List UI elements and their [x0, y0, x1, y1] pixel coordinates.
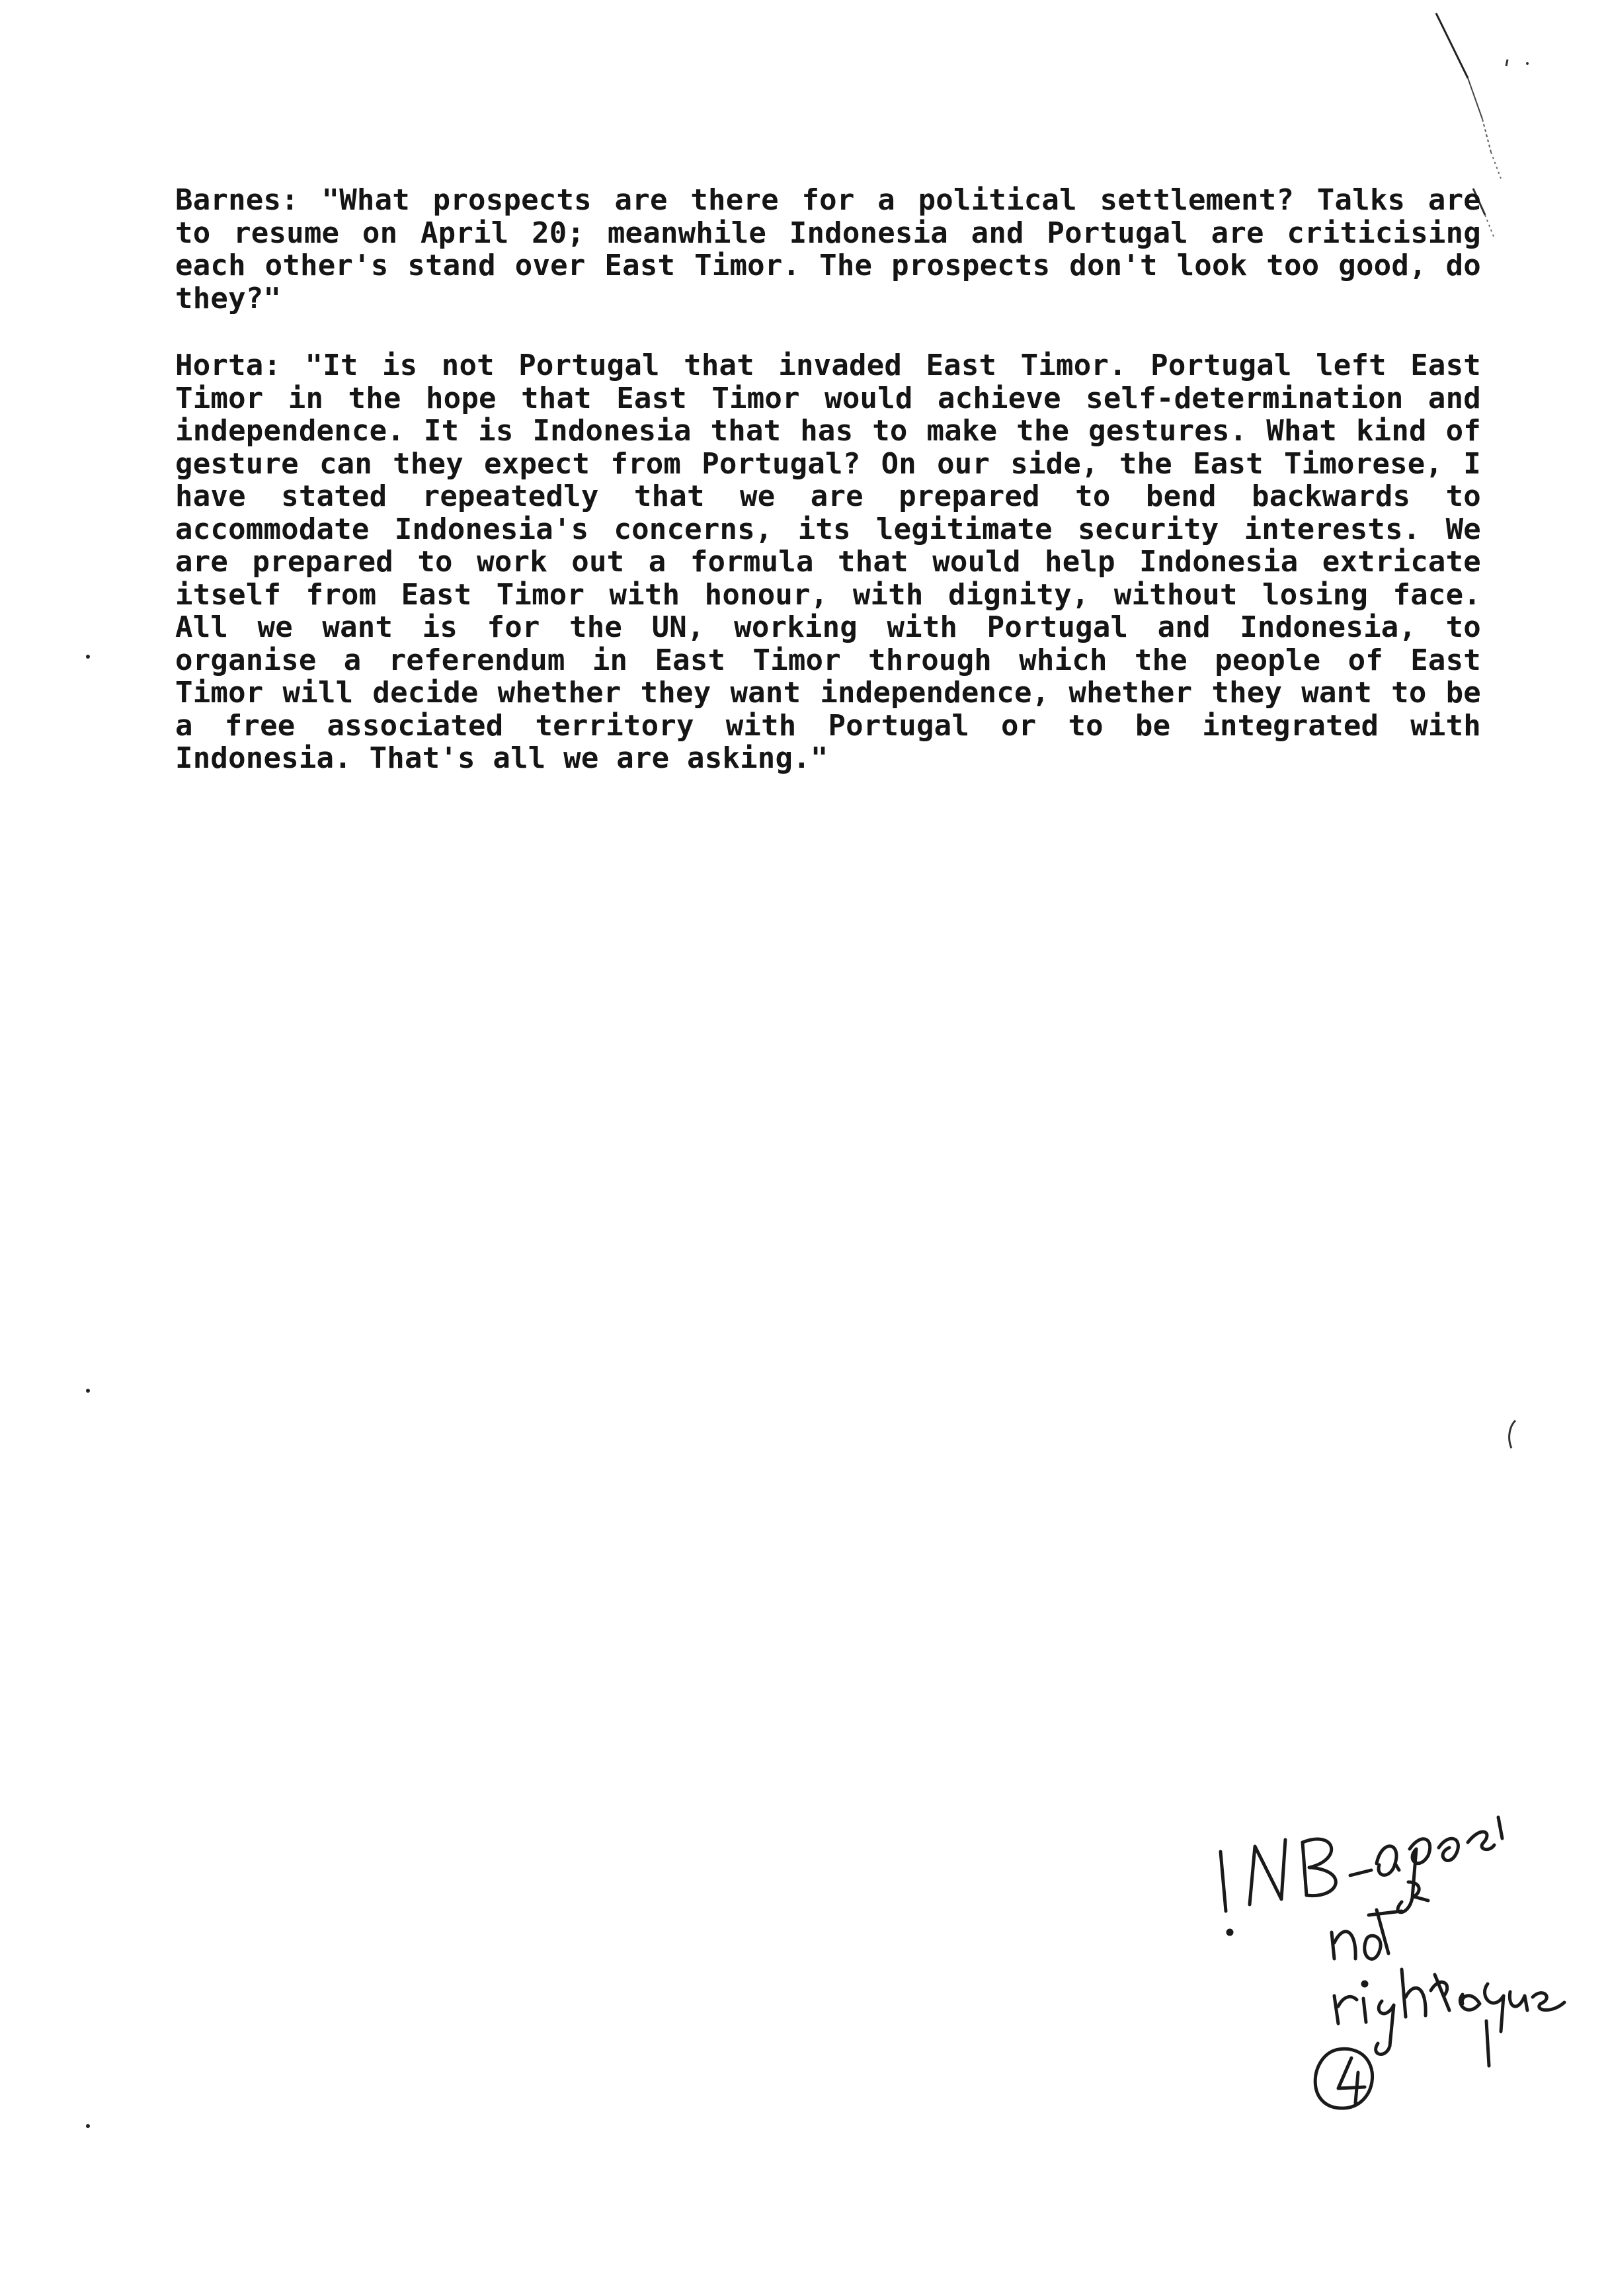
barnes-text: Barnes: "What prospects are there for a political settlement? Talks are to resume on April 20; meanwhile Indonesia and Portugal are criticising each other's stand over East Timor. The prospects don't look too good, do they?"	[175, 183, 1481, 315]
scan-speck	[86, 1389, 90, 1393]
horta-text: Horta: "It is not Portugal that invaded East Timor. Portugal left East Timor in the hope that East Timor would achieve self-determination and independence. It is Indonesia that has to make the gestures. What kind of gesture can they expect from Portugal? On our side, the East Timorese, I have stated repeatedly that we are prepared to bend backwards to accommodate Indonesia's concerns, its legitimate security interests. We are prepared to work out a formula that would help Indonesia extricate itself from East Timor with honour, with dignity, without losing face. All we want is for the UN, working with Portugal and Indonesia, to organise a referendum in East Timor through which the people of East Timor will decide whether they want independence, whether they want to be a free associated territory with Portugal or to be integrated with Indonesia. That's all we are asking."	[175, 348, 1481, 775]
scan-speck	[86, 655, 90, 659]
stray-pen-mark	[1501, 1415, 1527, 1455]
paragraph-barnes	[175, 184, 1481, 315]
scan-speck	[86, 2124, 90, 2128]
paragraph-horta	[175, 349, 1481, 775]
handwritten-note	[1203, 1785, 1600, 2156]
